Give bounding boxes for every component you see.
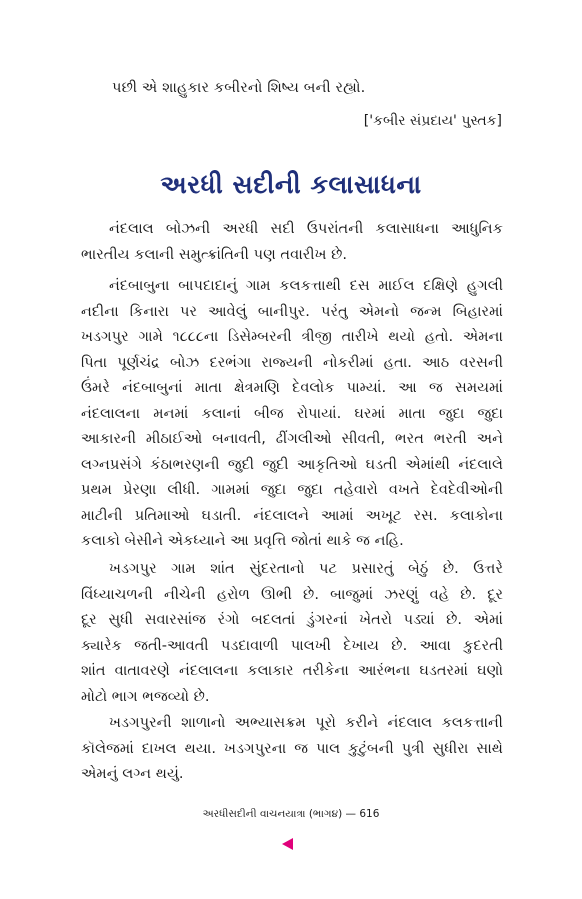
text-line: શાંત વાતાવરણે નંદલાલના કલાકાર તરીકેના આરંભના ઘડતરમાં ઘણો [81, 662, 503, 679]
chapter-heading: અરધી સદીની કલાસાધના [160, 170, 422, 199]
text-line: આકારની મીઠાઈઓ બનાવતી, ઢીંગલીઓ સીવતી, ભરત ભરતી અને [81, 430, 503, 447]
paragraph-4 [81, 710, 503, 787]
text-line: ક્યારેક જતી-આવતી પડદાવાળી પાલખી દેખાય છે. આવા કુદરતી [81, 636, 503, 654]
quote-line: પછી એ શાહુકાર કબીરનો શિષ્ય બની રહ્યો. [112, 79, 366, 96]
triangle-left-icon[interactable] [282, 838, 293, 850]
text-line: પ્રથમ પ્રેરણા લીધી. ગામમાં જુદા જુદા તહેવારો વખતે દેવદેવીઓની [81, 481, 503, 498]
paragraph-3 [81, 556, 503, 709]
text-line: પિતા પૂર્ણચંદ્ર બોઝ દરભંગા રાજ્યની નોકરીમાં હતા. આઠ વરસની [81, 353, 503, 371]
text-line: માટીની પ્રતિમાઓ ઘડાતી. નંદલાલને આમાં અખૂટ રસ. કલાકોના [81, 506, 503, 524]
text-line: નંદબાબુના બાપદાદાનું ગામ કલકત્તાથી દસ માઈલ દક્ષિણે હુગલી [109, 277, 503, 294]
text-line: ભારતીય કલાની સમુત્ક્રાંતિની પણ તવારીખ છે. [81, 245, 348, 263]
text-line: ઉંમરે નંદબાબુનાં માતા ક્ષેત્રમણિ દેવલોક પામ્યાં. આ જ સમયમાં [81, 379, 503, 396]
text-line: કૉલેજમાં દાખલ થયા. ખડગપુરના જ પાલ કુટુંબની પુત્રી સુધીરા સાથે [81, 739, 503, 757]
paragraph-2 [81, 273, 503, 554]
quote-source: ['કબીર સંપ્રદાય' પુસ્તક] [363, 113, 502, 129]
text-line: ખડગપુર ગામ શાંત સુંદરતાનો પટ પ્રસારતું બેઠું છે. ઉત્તરે [109, 560, 503, 577]
text-line: નંદલાલના મનમાં કલાનાં બીજ રોપાયાં. ઘરમાં માતા જુદા જુદા [81, 404, 503, 422]
page-footer: અરધીસદીની વાચનયાત્રા (ભાગ૪) — 616 [202, 808, 380, 820]
text-line: નદીના કિનારા પર આવેલું બાનીપુર. પરંતુ એમનો જન્મ બિહારમાં [81, 302, 503, 320]
text-line: એમનું લગ્ન થયું. [81, 765, 184, 782]
text-line: ખડગપુરની શાળાનો અભ્યાસક્રમ પૂરો કરીને નંદલાલ કલકત્તાની [109, 714, 503, 731]
text-line: લગ્નપ્રસંગે કંઠાભરણની જુદી જુદી આકૃતિઓ ઘડતી એમાંથી નંદલાલે [81, 455, 503, 473]
text-line: ખડગપુર ગામે ૧૮૮૮ના ડિસેમ્બરની ત્રીજી તારીખે થયો હતો. એમના [81, 328, 503, 345]
paragraph-1 [81, 216, 503, 267]
text-line: વિંધ્યાચળની નીચેની હરોળ ઊભી છે. બાજુમાં ઝરણું વહે છે. દૂર [81, 585, 503, 603]
text-line: નંદલાલ બોઝની અરધી સદી ઉપરાંતની કલાસાધના આધુનિક [109, 220, 503, 237]
text-line: કલાકો બેસીને એકધ્યાને આ પ્રવૃત્તિ જોતાં થાકે જ નહિ. [81, 532, 404, 549]
text-line: દૂર સુધી સવારસાંજ રંગો બદલતાં ડુંગરનાં ખેતરો પડ્યાં છે. એમાં [81, 611, 503, 628]
text-line: મોટો ભાગ ભજવ્યો છે. [81, 687, 210, 705]
